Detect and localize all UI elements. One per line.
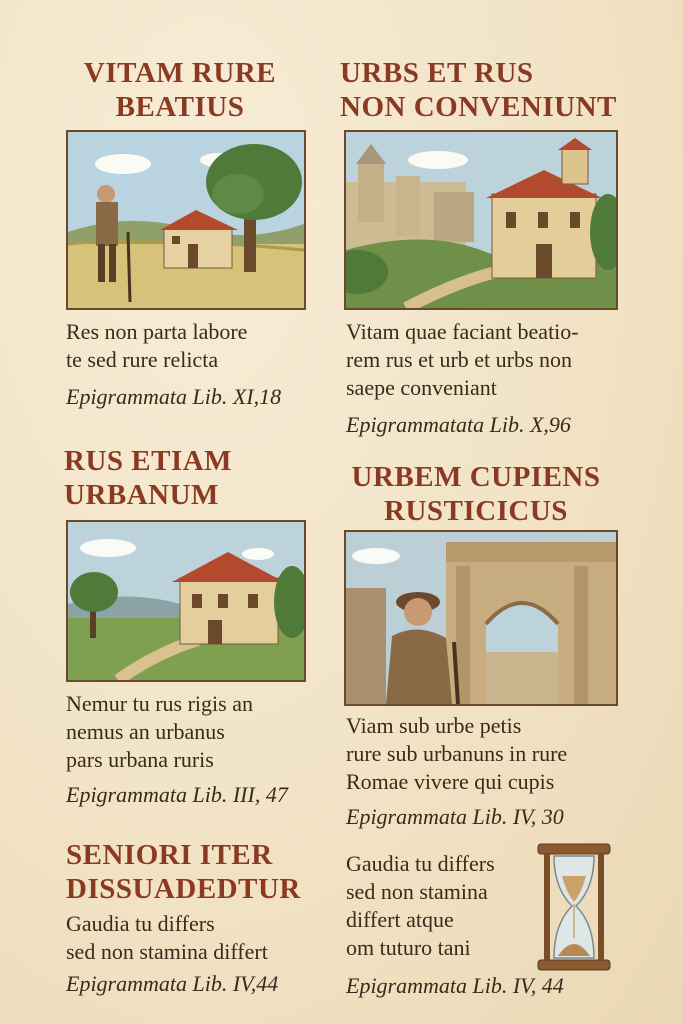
panel-4-verse-line-3: Romae vivere qui cupis	[346, 769, 555, 794]
panel-1-title	[60, 56, 300, 124]
panel-5-verse-line-2: sed non stamina differt	[66, 939, 268, 964]
panel-2-title-line-2: NON CONVENIUNT	[340, 91, 617, 123]
panel-3-verse	[66, 690, 326, 774]
panel-2-illustration	[344, 130, 618, 310]
hourglass-icon	[534, 842, 614, 972]
panel-6-citation: Epigrammata Lib. IV, 44	[346, 973, 564, 998]
panel-6-verse-line-4: om tuturo tani	[346, 935, 471, 960]
panel-3-illustration	[66, 520, 306, 682]
panel-4-title	[336, 460, 616, 528]
panel-4-title-line-2: RUSTICICUS	[384, 495, 568, 527]
panel-6-verse-line-2: sed non stamina	[346, 879, 488, 904]
panel-2-title	[340, 56, 630, 124]
panel-6-verse	[346, 850, 536, 962]
panel-2-verse-line-2: rem rus et urb et urbs non	[346, 347, 573, 372]
country-house-path-icon	[68, 522, 304, 680]
panel-3-title-line-2: URBANUM	[64, 479, 219, 511]
panel-4	[336, 460, 616, 528]
panel-5-verse	[66, 910, 336, 966]
panel-4-illustration	[344, 530, 618, 706]
panel-3-title-line-1: RUS ETIAM	[64, 445, 233, 477]
panel-2-title-line-1: URBS ET RUS	[340, 57, 534, 89]
panel-5-title	[66, 838, 346, 906]
town-villa-icon	[346, 132, 616, 308]
panel-2-citation: Epigrammatata Lib. X,96	[346, 412, 571, 437]
panel-6-verse-line-1: Gaudia tu differs	[346, 851, 495, 876]
panel-5-verse-line-1: Gaudia tu differs	[66, 911, 215, 936]
panel-2	[340, 56, 630, 124]
panel-3-verse-line-1: Nemur tu rus rigis an	[66, 691, 253, 716]
panel-1-verse-line-2: te sed rure relicta	[66, 347, 219, 372]
panel-3-citation: Epigrammata Lib. III, 47	[66, 782, 288, 807]
panel-3	[64, 444, 324, 512]
panel-5-citation: Epigrammata Lib. IV,44	[66, 971, 279, 996]
panel-4-title-line-1: URBEM CUPIENS	[351, 461, 601, 493]
panel-1-verse	[66, 318, 316, 374]
panel-5-title-line-1: SENIORI ITER	[66, 839, 273, 871]
panel-5	[66, 838, 346, 906]
panel-4-verse-line-1: Viam sub urbe petis	[346, 713, 522, 738]
panel-2-verse-line-3: saepe conveniant	[346, 375, 497, 400]
panel-1	[60, 56, 300, 124]
panel-3-verse-line-2: nemus an urbanus	[66, 719, 225, 744]
panel-4-verse-line-2: rure sub urbanuns in rure	[346, 741, 568, 766]
panel-4-citation: Epigrammata Lib. IV, 30	[346, 804, 564, 829]
panel-1-illustration	[66, 130, 306, 310]
panel-5-title-line-2: DISSUADEDTUR	[66, 873, 301, 905]
panel-1-title-line-2: BEATIUS	[115, 91, 245, 123]
panel-4-verse	[346, 712, 656, 796]
panel-1-title-line-1: VITAM RURE	[83, 57, 277, 89]
panel-3-verse-line-3: pars urbana ruris	[66, 747, 214, 772]
panel-2-verse-line-1: Vitam quae faciant beatio-	[346, 319, 579, 344]
farmer-cottage-tree-icon	[68, 132, 304, 308]
panel-1-verse-line-1: Res non parta labore	[66, 319, 248, 344]
hourglass-illustration	[534, 842, 614, 972]
panel-6-verse-line-3: differt atque	[346, 907, 454, 932]
panel-2-verse	[346, 318, 646, 402]
rustic-man-arch-icon	[346, 532, 616, 704]
panel-3-title	[64, 444, 324, 512]
panel-1-citation: Epigrammata Lib. XI,18	[66, 384, 282, 409]
